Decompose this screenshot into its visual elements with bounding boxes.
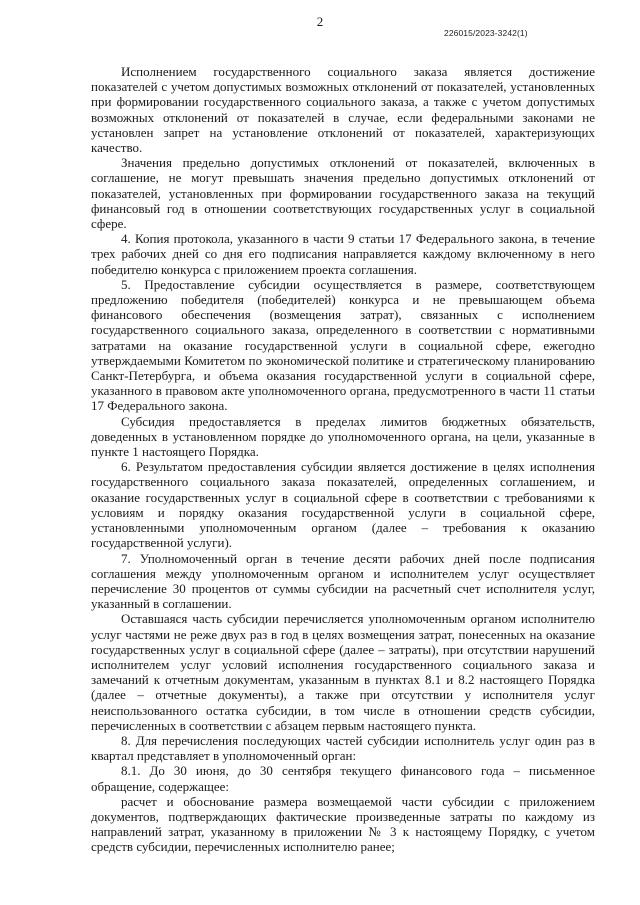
paragraph-calculation-justification: расчет и обоснование размера возмещаемой части субсидии с приложением документов, подтверждающих фактические произведенные затраты по каждому из направлений затрат, указанному в приложении № 3 к настоящему Порядку, с учетом средств субсидии, перечисленных исполнителю ранее; [91,793,595,855]
paragraph-item-6: 6. Результатом предоставления субсидии является достижение в целях исполнения государственного социального заказа показателей, определенных соглашением, и оказание государственных услуг в социальной сфере в соответствии с требованиями к условиям и порядку оказания государственной услуги в социальной сфере, установленными уполномоченным органом (далее – требования к оказанию государственной услуги). [91,459,595,551]
paragraph-social-order-execution: Исполнением государственного социального заказа является достижение показателей с учетом допустимых возможных отклонений от показателей, установленных при формировании государственного социального заказа, а также с учетом допустимых возможных отклонений от показателей в случае, если федеральными законами не установлен запрет на установление отклонений от показателей, характеризующих качество. [91,64,595,156]
paragraph-subsidy-limits: Субсидия предоставляется в пределах лимитов бюджетных обязательств, доведенных в установленном порядке до уполномоченного органа, на цели, указанные в пункте 1 настоящего Порядка. [91,413,595,460]
paragraph-item-8: 8. Для перечисления последующих частей субсидии исполнитель услуг один раз в квартал представляет в уполномоченный орган: [91,732,595,764]
paragraph-item-5: 5. Предоставление субсидии осуществляется в размере, соответствующем предложению победителя (победителей) конкурса и не превышающем объема финансового обеспечения (возмещения затрат), связанных с исполнением государственного социального заказа, определенного в соответствии с нормативными затратами на оказание государственной услуги в социальной сфере, ежегодно утверждаемыми Комитетом по экономической политике и стратегическому планированию Санкт-Петербурга, и объема оказания государственной услуги в социальной сфере, указанного в правовом акте уполномоченного органа, предусмотренного в части 11 статьи 17 Федерального закона. [91,276,595,414]
paragraph-deviation-limits: Значения предельно допустимых отклонений от показателей, включенных в соглашение, не могут превышать значения предельно допустимых отклонений от показателей, установленных при формировании государственного заказа на текущий финансовый год в отношении соответствующих государственных услуг в социальной сфере. [91,155,595,232]
page-number: 2 [316,14,324,29]
paragraph-item-7: 7. Уполномоченный орган в течение десяти рабочих дней после подписания соглашения между уполномоченным органом и исполнителем услуг осуществляет перечисление 30 процентов от суммы субсидии на расчетный счет исполнителя услуг, указанный в соглашении. [91,550,595,612]
document-registration-number: 226015/2023-3242(1) [444,28,528,38]
paragraph-remaining-subsidy: Оставшаяся часть субсидии перечисляется уполномоченным органом исполнителю услуг частями не реже двух раз в год в целях возмещения затрат, понесенных на оказание государственных услуг в социальной сфере (далее – затраты), при отсутствии нарушений исполнителем услуг условий исполнения государственного социального заказа и замечаний к отчетным документам, указанным в пунктах 8.1 и 8.2 настоящего Порядка (далее – отчетные документы), а также при отсутствии у исполнителя услуг неиспользованного остатка субсидии, в том числе в отношении средств субсидии, перечисленных в соответствии с абзацем первым настоящего пункта. [91,611,595,733]
document-body [91,64,595,855]
paragraph-item-8-1: 8.1. До 30 июня, до 30 сентября текущего финансового года – письменное обращение, содержащее: [91,763,595,794]
paragraph-item-4: 4. Копия протокола, указанного в части 9 статьи 17 Федерального закона, в течение трех рабочих дней со дня его подписания направляется каждому включенному в него победителю конкурса с приложением проекта соглашения. [91,231,595,277]
